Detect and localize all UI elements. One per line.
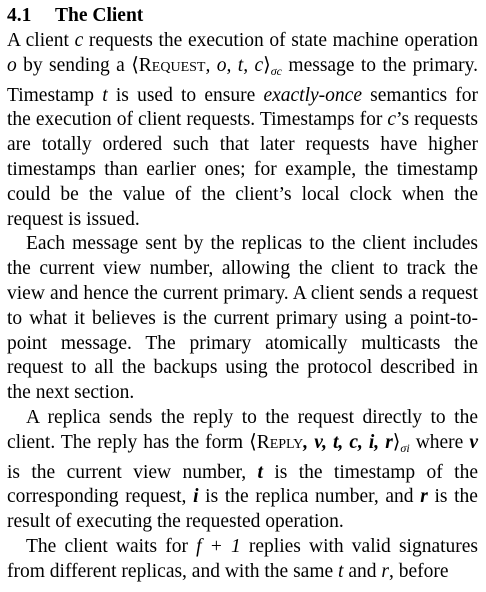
- math-var: i: [193, 486, 199, 508]
- math-var: t: [102, 84, 108, 106]
- text-run: A replica sends the reply to the request directly to the client. The reply has the form: [7, 406, 478, 453]
- text-run: and: [343, 560, 382, 582]
- text-run: semantics for the execution of client requests. Timestamps for: [7, 84, 479, 131]
- text-run: replies with valid signatures from different replicas, and with the same: [7, 535, 479, 582]
- section-heading: [7, 2, 478, 29]
- angle-close: ⟩: [392, 431, 401, 453]
- section-title: The Client: [55, 5, 144, 26]
- text-run: is the result of executing the requested operation.: [7, 486, 478, 533]
- math-var: r: [381, 560, 389, 582]
- signature-subscript: σc: [270, 63, 282, 78]
- math-var: o: [7, 54, 17, 76]
- text-run: A client: [7, 30, 75, 51]
- angle-close: ⟩: [263, 54, 271, 76]
- text-run: The client waits for: [26, 535, 197, 557]
- text-run: where: [409, 431, 470, 453]
- message-tag: Reply: [256, 431, 304, 453]
- section-number: 4.1: [7, 5, 32, 26]
- paragraph-4: [7, 535, 478, 585]
- math-var: c: [74, 30, 84, 51]
- text-run: is the current view number,: [7, 461, 258, 483]
- message-args: , v, t, c, i, r: [303, 431, 393, 453]
- text-run: is the replica number, and: [198, 486, 421, 508]
- angle-open: ⟨: [131, 54, 139, 76]
- math-var: r: [420, 486, 428, 508]
- paragraph-2: Each message sent by the replicas to the client includes the current view number, allowing the client to track the view and hence the current primary. A client sends a request to what it believes is the current primary using a point-to-point message. The primary atomically multicasts the request to all the backups using the protocol described in the next section.: [7, 233, 478, 404]
- paragraph-1: [7, 29, 478, 232]
- text-run: is the timestamp of the corresponding request,: [7, 461, 478, 508]
- text-run: by sending a: [16, 54, 132, 76]
- math-var: v: [469, 431, 479, 453]
- math-expression: f + 1: [196, 535, 241, 557]
- text-run: message to the primary. Timestamp: [7, 54, 479, 106]
- text-run: ’s requests are totally ordered such that later requests have higher timestamps than earlier ones; for example, the timestamp could be the value of the client’s local clock when the request is issued.: [7, 109, 478, 230]
- math-var: t: [257, 461, 263, 483]
- signature-subscript: σi: [400, 440, 410, 455]
- reply-message: [249, 432, 410, 453]
- emphasis: exactly-once: [263, 84, 362, 106]
- message-tag: Request: [138, 54, 206, 76]
- text-run: , before: [388, 560, 449, 582]
- angle-open: ⟨: [249, 431, 257, 453]
- message-args: , o, t, c: [205, 54, 264, 76]
- math-var: c: [387, 109, 397, 131]
- request-message: [131, 55, 282, 76]
- paragraph-3: [7, 406, 478, 535]
- text-run: requests the execution of state machine operation: [83, 30, 478, 51]
- math-var: t: [338, 560, 344, 582]
- text-run: is used to ensure: [107, 84, 264, 106]
